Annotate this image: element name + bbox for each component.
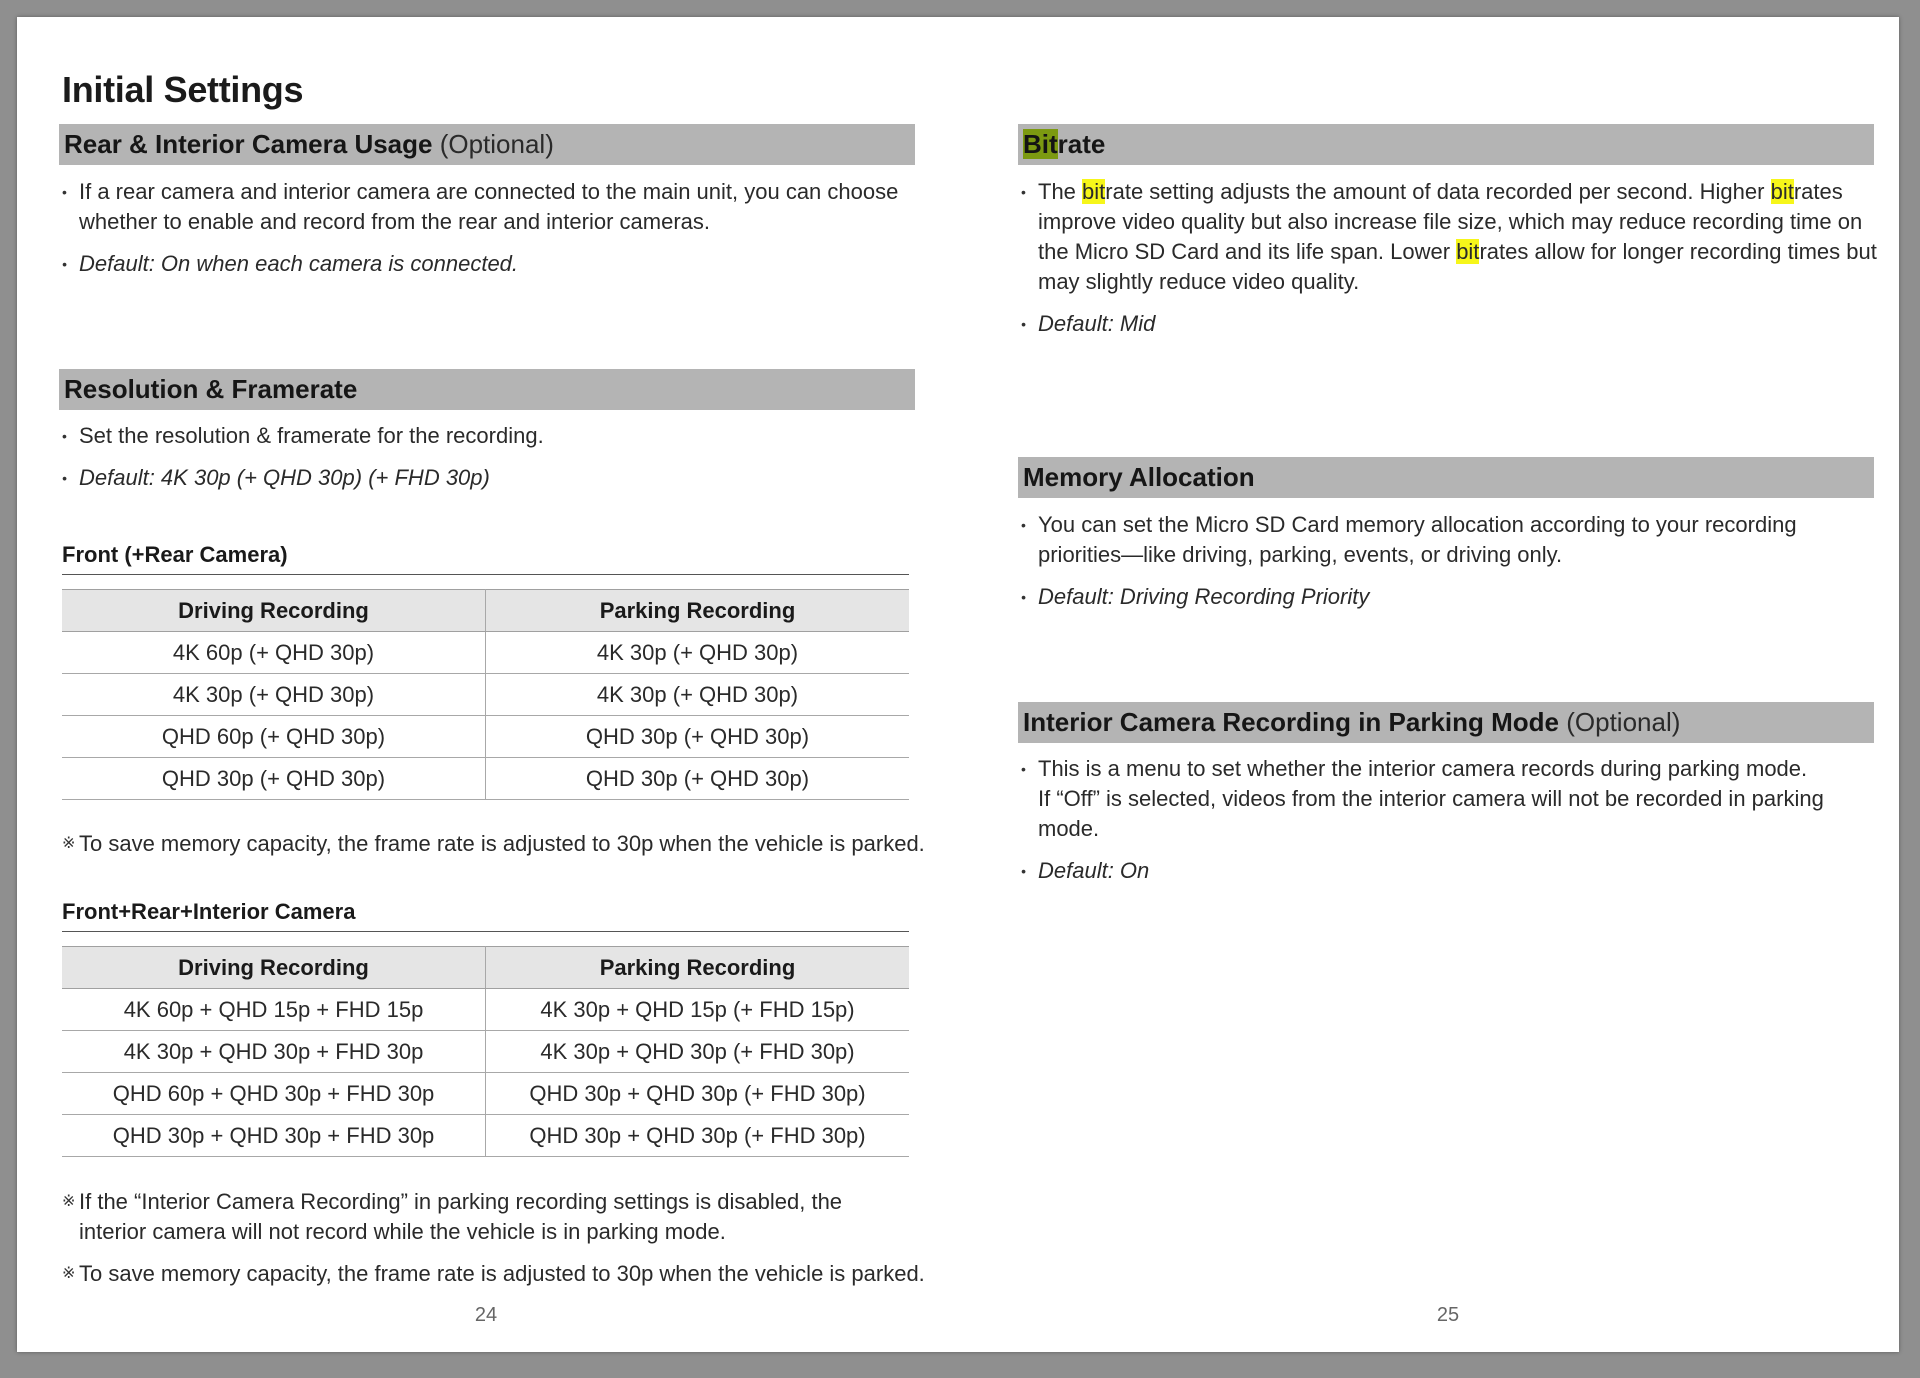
table-note <box>62 1187 882 1247</box>
table-cell: QHD 30p (+ QHD 30p) <box>62 758 486 800</box>
table-cell: 4K 30p + QHD 15p (+ FHD 15p) <box>486 989 910 1031</box>
note-text: To save memory capacity, the frame rate is adjusted to 30p when the vehicle is parked. <box>79 831 925 856</box>
column-header-parking: Parking Recording <box>486 947 910 989</box>
page-spread <box>17 17 1899 1352</box>
table-cell: 4K 60p + QHD 15p + FHD 15p <box>62 989 486 1031</box>
table-row <box>62 1115 909 1157</box>
table-cell: QHD 30p (+ QHD 30p) <box>486 758 910 800</box>
column-header-parking: Parking Recording <box>486 590 910 632</box>
table-header-row <box>62 947 909 989</box>
resolution-table-front-rear <box>62 589 909 800</box>
search-match: bit <box>1770 179 1794 204</box>
memory-bullets <box>1021 510 1881 624</box>
bullet-item: • If a rear camera and interior camera are connected to the main unit, you can choose whether to enable and record from the rear and interior cameras. <box>62 177 922 237</box>
table-title-front-rear: Front (+Rear Camera) <box>62 540 909 575</box>
note-mark: ※ <box>62 835 76 852</box>
page-number: 24 <box>474 1304 498 1326</box>
page-number: 25 <box>1436 1304 1460 1326</box>
table-cell: QHD 30p + QHD 30p + FHD 30p <box>62 1115 486 1157</box>
bullet-line: If “Off” is selected, videos from the interior camera will not be recorded in parking mode. <box>1038 786 1824 841</box>
section-title: rate <box>1057 129 1106 159</box>
table-cell: 4K 30p (+ QHD 30p) <box>62 674 486 716</box>
table-cell: 4K 30p (+ QHD 30p) <box>486 674 910 716</box>
note-mark: ※ <box>62 1193 76 1210</box>
default-value: • Default: On <box>1021 856 1881 886</box>
table-cell: 4K 30p + QHD 30p + FHD 30p <box>62 1031 486 1073</box>
table-cell: 4K 30p (+ QHD 30p) <box>486 632 910 674</box>
search-match: bit <box>1456 239 1480 264</box>
note-text: If the “Interior Camera Recording” in parking recording settings is disabled, the interior camera will not record while the vehicle is in parking mode. <box>79 1189 843 1244</box>
table-row <box>62 989 909 1031</box>
table-note <box>62 829 942 859</box>
text-run: rates improve video quality but also increase file size, which may reduce recording time on the Micro SD Card and its life span. Lower <box>1038 179 1863 264</box>
bullet-item <box>1021 754 1881 844</box>
interior-parking-bullets <box>1021 754 1881 898</box>
bullet-item: • Set the resolution & framerate for the recording. <box>62 421 922 451</box>
default-value: • Default: On when each camera is connected. <box>62 249 922 279</box>
column-header-driving: Driving Recording <box>62 947 486 989</box>
search-match-current: Bit <box>1023 129 1058 159</box>
table-title-front-rear-interior: Front+Rear+Interior Camera <box>62 897 909 932</box>
table-row <box>62 1073 909 1115</box>
note-mark: ※ <box>62 1265 76 1282</box>
section-header-rear-interior <box>59 124 915 165</box>
table-cell: QHD 60p + QHD 30p + FHD 30p <box>62 1073 486 1115</box>
section-title: Memory Allocation <box>1023 462 1255 492</box>
section-header-resolution <box>59 369 915 410</box>
table-row <box>62 1031 909 1073</box>
resolution-bullets <box>62 421 922 505</box>
section-optional-tag: (Optional) <box>432 129 554 159</box>
bullet-item <box>1021 177 1881 297</box>
table-cell: 4K 30p + QHD 30p (+ FHD 30p) <box>486 1031 910 1073</box>
table-header-row <box>62 590 909 632</box>
table-row <box>62 674 909 716</box>
rear-interior-bullets <box>62 177 922 291</box>
text-run: rate setting adjusts the amount of data recorded per second. Higher <box>1105 179 1771 204</box>
section-title: Interior Camera Recording in Parking Mode <box>1023 707 1559 737</box>
resolution-table-front-rear-interior <box>62 946 909 1157</box>
section-title: Resolution & Framerate <box>64 374 358 404</box>
table-cell: QHD 30p (+ QHD 30p) <box>486 716 910 758</box>
table-row <box>62 716 909 758</box>
table-cell: 4K 60p (+ QHD 30p) <box>62 632 486 674</box>
table-row <box>62 758 909 800</box>
table-note <box>62 1259 942 1289</box>
section-title: Rear & Interior Camera Usage <box>64 129 433 159</box>
search-match: bit <box>1082 179 1106 204</box>
table-row <box>62 632 909 674</box>
note-text: To save memory capacity, the frame rate is adjusted to 30p when the vehicle is parked. <box>79 1261 925 1286</box>
default-value: • Default: Driving Recording Priority <box>1021 582 1881 612</box>
page-left <box>17 17 958 1352</box>
table-cell: QHD 30p + QHD 30p (+ FHD 30p) <box>486 1073 910 1115</box>
bitrate-bullets <box>1021 177 1881 351</box>
bullet-line: This is a menu to set whether the interior camera records during parking mode. <box>1038 756 1808 781</box>
section-header-memory <box>1018 457 1874 498</box>
table-cell: QHD 60p (+ QHD 30p) <box>62 716 486 758</box>
bullet-item: • You can set the Micro SD Card memory allocation according to your recording priorities—like driving, parking, events, or driving only. <box>1021 510 1881 570</box>
default-value: • Default: 4K 30p (+ QHD 30p) (+ FHD 30p) <box>62 463 922 493</box>
column-header-driving: Driving Recording <box>62 590 486 632</box>
page-right <box>958 17 1899 1352</box>
default-value: • Default: Mid <box>1021 309 1881 339</box>
section-optional-tag: (Optional) <box>1559 707 1681 737</box>
page-title: Initial Settings <box>62 69 304 110</box>
section-header-bitrate <box>1018 124 1874 165</box>
text-run: The <box>1038 179 1083 204</box>
table-cell: QHD 30p + QHD 30p (+ FHD 30p) <box>486 1115 910 1157</box>
text-run: rates allow for longer recording times but may slightly reduce video quality. <box>1038 239 1877 294</box>
section-header-interior-parking <box>1018 702 1874 743</box>
